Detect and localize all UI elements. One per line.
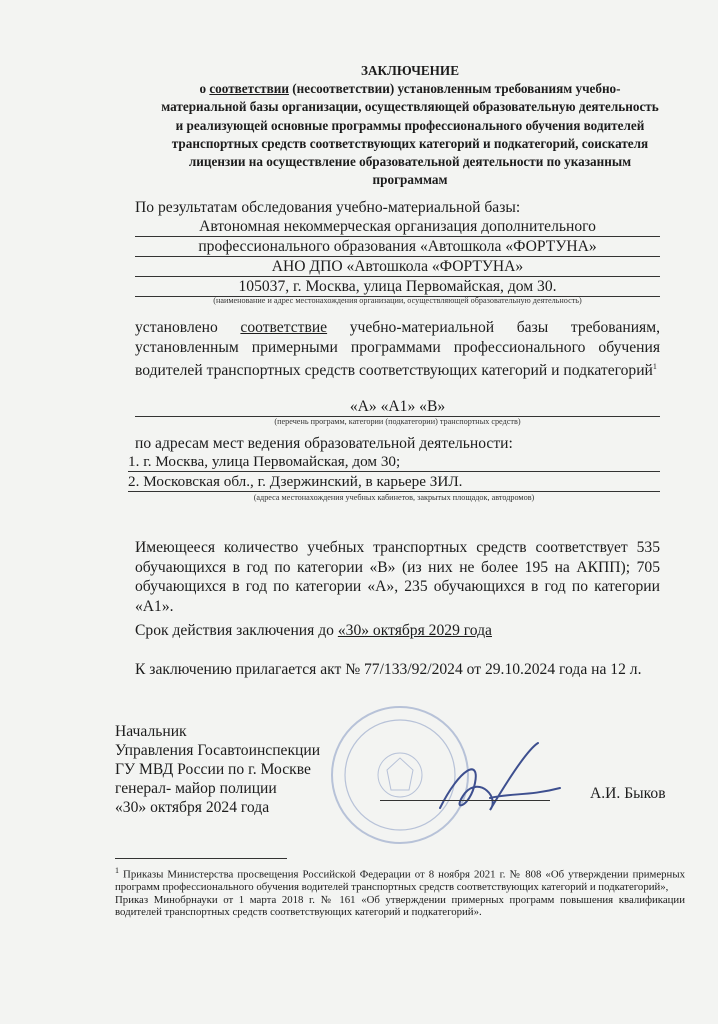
footnote-paragraph-2: Приказ Минобрнауки от 1 марта 2018 г. № 161 «Об утверждении примерных программ повышения квалификации водителей транспортных средств соответствующих категорий и подкатегорий». xyxy=(115,893,685,919)
compliance-underlined-word: соответствие xyxy=(240,319,328,336)
title-heading: ЗАКЛЮЧЕНИЕ xyxy=(360,63,459,78)
org-address: 105037, г. Москва, улица Первомайская, дом 30. xyxy=(135,277,660,297)
signatory-rank: генерал- майор полиции xyxy=(115,780,277,797)
signature-line xyxy=(380,800,550,801)
footnote-mark: 1 xyxy=(115,866,119,875)
compliance-paragraph: установлено соответствие учебно-материальной базы требованиям, установленным примерными программами профессионального обучения водителей транспортных средств соответствующих категорий и подкатегорий$^1$ xyxy=(135,319,661,380)
title-line-3: и реализующей основные программы профессионального обучения водителей xyxy=(175,117,645,133)
addresses-intro: по адресам мест ведения образовательной деятельности: xyxy=(135,435,513,452)
org-short-name: АНО ДПО «Автошкола «ФОРТУНА» xyxy=(135,257,660,277)
footnote-paragraph-1: $^1$ Приказы Министерства просвещения Российской Федерации от 8 ноября 2021 г. № 808 «Об утверждении примерных программ профессионального обучения водителей транспортных средств соответствующих категорий и подкатегорий», xyxy=(115,866,685,894)
signatory-block xyxy=(115,722,355,817)
addresses-caption: (адреса местонахождения учебных кабинетов, закрытых площадок, автодромов) xyxy=(253,493,535,502)
handwritten-signature-icon xyxy=(420,738,570,828)
categories-caption: (перечень программ, категории (подкатегории) транспортных средств) xyxy=(274,417,521,426)
footnote xyxy=(115,865,685,919)
signatory-department: Управления Госавтоинспекции xyxy=(115,742,321,759)
footnote-divider xyxy=(115,858,287,859)
validity-line: Срок действия заключения до «30» октября 2029 года xyxy=(135,622,492,639)
title-line-6: программам xyxy=(372,172,448,188)
attachment-line: К заключению прилагается акт № 77/133/92/2024 от 29.10.2024 года на 12 л. xyxy=(135,661,642,678)
signatory-date: «30» октября 2024 года xyxy=(115,799,270,816)
title-line-5: лицензии на осуществление образовательной деятельности по указанным xyxy=(188,154,632,170)
title-line-1: о соответствии (несоответствии) установленным требованиям учебно- xyxy=(199,81,621,97)
org-name-line-2: профессионального образования «Автошкола «ФОРТУНА» xyxy=(135,237,660,257)
survey-intro: По результатам обследования учебно-материальной базы: xyxy=(135,199,521,216)
signatory-ministry: ГУ МВД России по г. Москве xyxy=(115,761,311,778)
signatory-name: А.И. Быков xyxy=(590,785,666,802)
title-underlined-word: соответствии xyxy=(209,81,289,97)
org-caption: (наименование и адрес местонахождения организации, осуществляющей образовательную деятельность) xyxy=(213,296,582,305)
document-title xyxy=(120,62,700,189)
validity-date: «30» октября 2029 года xyxy=(337,622,492,639)
address-item-2: 2. Московская обл., г. Дзержинский, в карьере ЗИЛ. xyxy=(128,473,660,492)
title-line-4: транспортных средств соответствующих категорий и подкатегорий, соискателя xyxy=(171,135,649,151)
signatory-title: Начальник xyxy=(115,723,187,740)
categories-line: «А» «А1» «В» xyxy=(135,397,660,417)
footnote-reference: 1 xyxy=(652,362,657,372)
address-item-1: 1. г. Москва, улица Первомайская, дом 30; xyxy=(128,453,660,472)
org-name-line-1: Автономная некоммерческая организация дополнительного xyxy=(135,217,660,237)
vehicles-paragraph: Имеющееся количество учебных транспортных средств соответствует 535 обучающихся в год по категории «В» (из них не более 195 на АКПП); 705 обучающихся в год по категории «А», 235 обучающихся в год по категории «А1». xyxy=(135,539,660,615)
title-line-2: материальной базы организации, осуществляющей образовательную деятельность xyxy=(161,99,659,115)
